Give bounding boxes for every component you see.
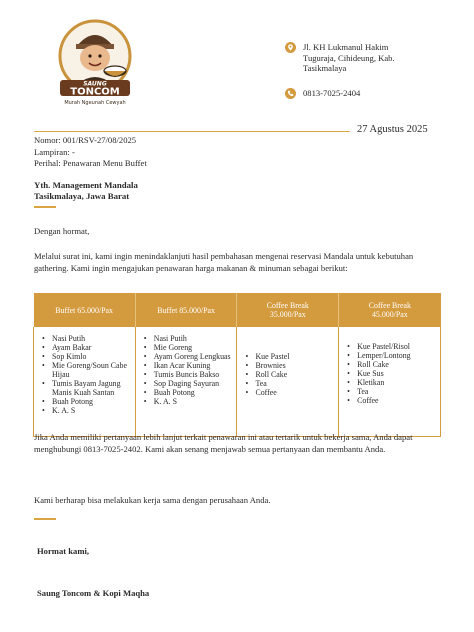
menu-item: • Mie Goreng/Soun Cabe Hijau [40,361,131,379]
recipient-divider [34,206,56,208]
header-divider [34,131,350,132]
menu-item: • Kue Pastel/Risol [345,342,436,351]
menu-list [142,334,233,406]
menu-price-table [33,293,441,437]
menu-item: • Kue Sus [345,369,436,378]
phone-icon [285,88,296,99]
menu-column-buffet-65 [34,327,136,436]
closing-paragraph-1: Jika Anda memiliki pertanyaan lebih lanjut terkait penawaran ini atau tertarik untuk bekerja sama, Anda dapat menghubungi 0813-7025-2402. Kami akan senang menjawab semua pertanyaan dan membantu Anda. [34,432,413,454]
signoff-text: Hormat kami, [37,546,90,556]
header-coffee-break-35: Coffee Break 35.000/Pax [237,293,339,327]
signature-name: Saung Toncom & Kopi Maqha [37,588,150,598]
menu-item: • Coffee [345,396,436,405]
menu-item: • Nasi Putih [40,334,131,343]
greeting-text: Dengan hormat, [34,226,90,236]
address-text [303,42,395,74]
recipient-block [34,180,138,201]
menu-item: • Kletikan [345,378,436,387]
menu-item: • Buah Potong [40,397,131,406]
company-logo [50,14,140,114]
phone-text: 0813-7025-2404 [303,87,361,98]
header-buffet-85: Buffet 85.000/Pax [135,293,237,327]
menu-item: • K. A. S [40,406,131,415]
menu-column-coffee-35 [237,327,339,436]
address-line-3: Tasikmalaya [303,63,347,73]
logo-brand-main: TONCOM [70,86,120,98]
header-coffee-break-45: Coffee Break 45.000/Pax [339,293,441,327]
menu-item: • Tumis Buncis Bakso [142,370,233,379]
intro-paragraph: Melalui surat ini, kami ingin menindaklanjuti hasil pembahasan mengenai reservasi Mandala untuk kebutuhan gathering. Kami ingin mengajukan penawaran harga makanan & minuman sebagai berikut: [34,251,414,273]
logo-illustration [50,14,140,114]
address-row [285,42,455,74]
menu-item: • Brownies [243,361,334,370]
menu-list [345,342,436,405]
location-pin-icon [285,42,296,53]
table-header-row [34,293,441,327]
menu-item: • Ikan Acar Kuning [142,361,233,370]
menu-column-buffet-85 [135,327,237,436]
menu-list [243,352,334,397]
menu-item: • Sop Kimlo [40,352,131,361]
header-buffet-65: Buffet 65.000/Pax [34,293,136,327]
menu-item: • Sop Daging Sayuran [142,379,233,388]
menu-list [40,334,131,415]
letter-meta [34,135,147,170]
menu-item: • Ayam Goreng Lengkuas [142,352,233,361]
recipient-line-1: Yth. Management Mandala [34,180,138,190]
menu-item: • Lemper/Lontong [345,351,436,360]
nomor-line: Nomor: 001/RSV-27/08/2025 [34,135,137,145]
recipient-line-2: Tasikmalaya, Jawa Barat [34,190,130,201]
menu-item: • Tea [243,379,334,388]
menu-item: • Roll Cake [243,370,334,379]
closing-divider [34,518,56,520]
logo-tagline: Murah Ngeunah Cewyah [64,100,126,106]
menu-item: • Ayam Bakar [40,343,131,352]
phone-row [285,88,455,99]
table-row [34,327,441,436]
logo-brand-top: SAUNG [83,80,107,88]
menu-item: • Coffee [243,388,334,397]
letter-date: 27 Agustus 2025 [357,124,428,135]
perihal-line: Perihal: Penawaran Menu Buffet [34,158,147,168]
menu-item: • Roll Cake [345,360,436,369]
menu-item: • Buah Potong [142,388,233,397]
menu-item: • Kue Pastel [243,352,334,361]
menu-item: • Tumis Bayam Jagung Manis Kuah Santan [40,379,131,397]
menu-item: • K. A. S [142,397,233,406]
contact-block [285,42,455,99]
menu-item: • Mie Goreng [142,343,233,352]
address-line-1: Jl. KH Lukmanul Hakim [303,42,389,52]
closing-paragraph-2: Kami berharap bisa melakukan kerja sama dengan perusahaan Anda. [34,495,271,505]
menu-column-coffee-45 [339,327,441,436]
menu-item: • Nasi Putih [142,334,233,343]
menu-item: • Tea [345,387,436,396]
address-line-2: Tuguraja, Cihideung, Kab. [303,52,395,63]
lampiran-line: Lampiran: - [34,146,75,157]
